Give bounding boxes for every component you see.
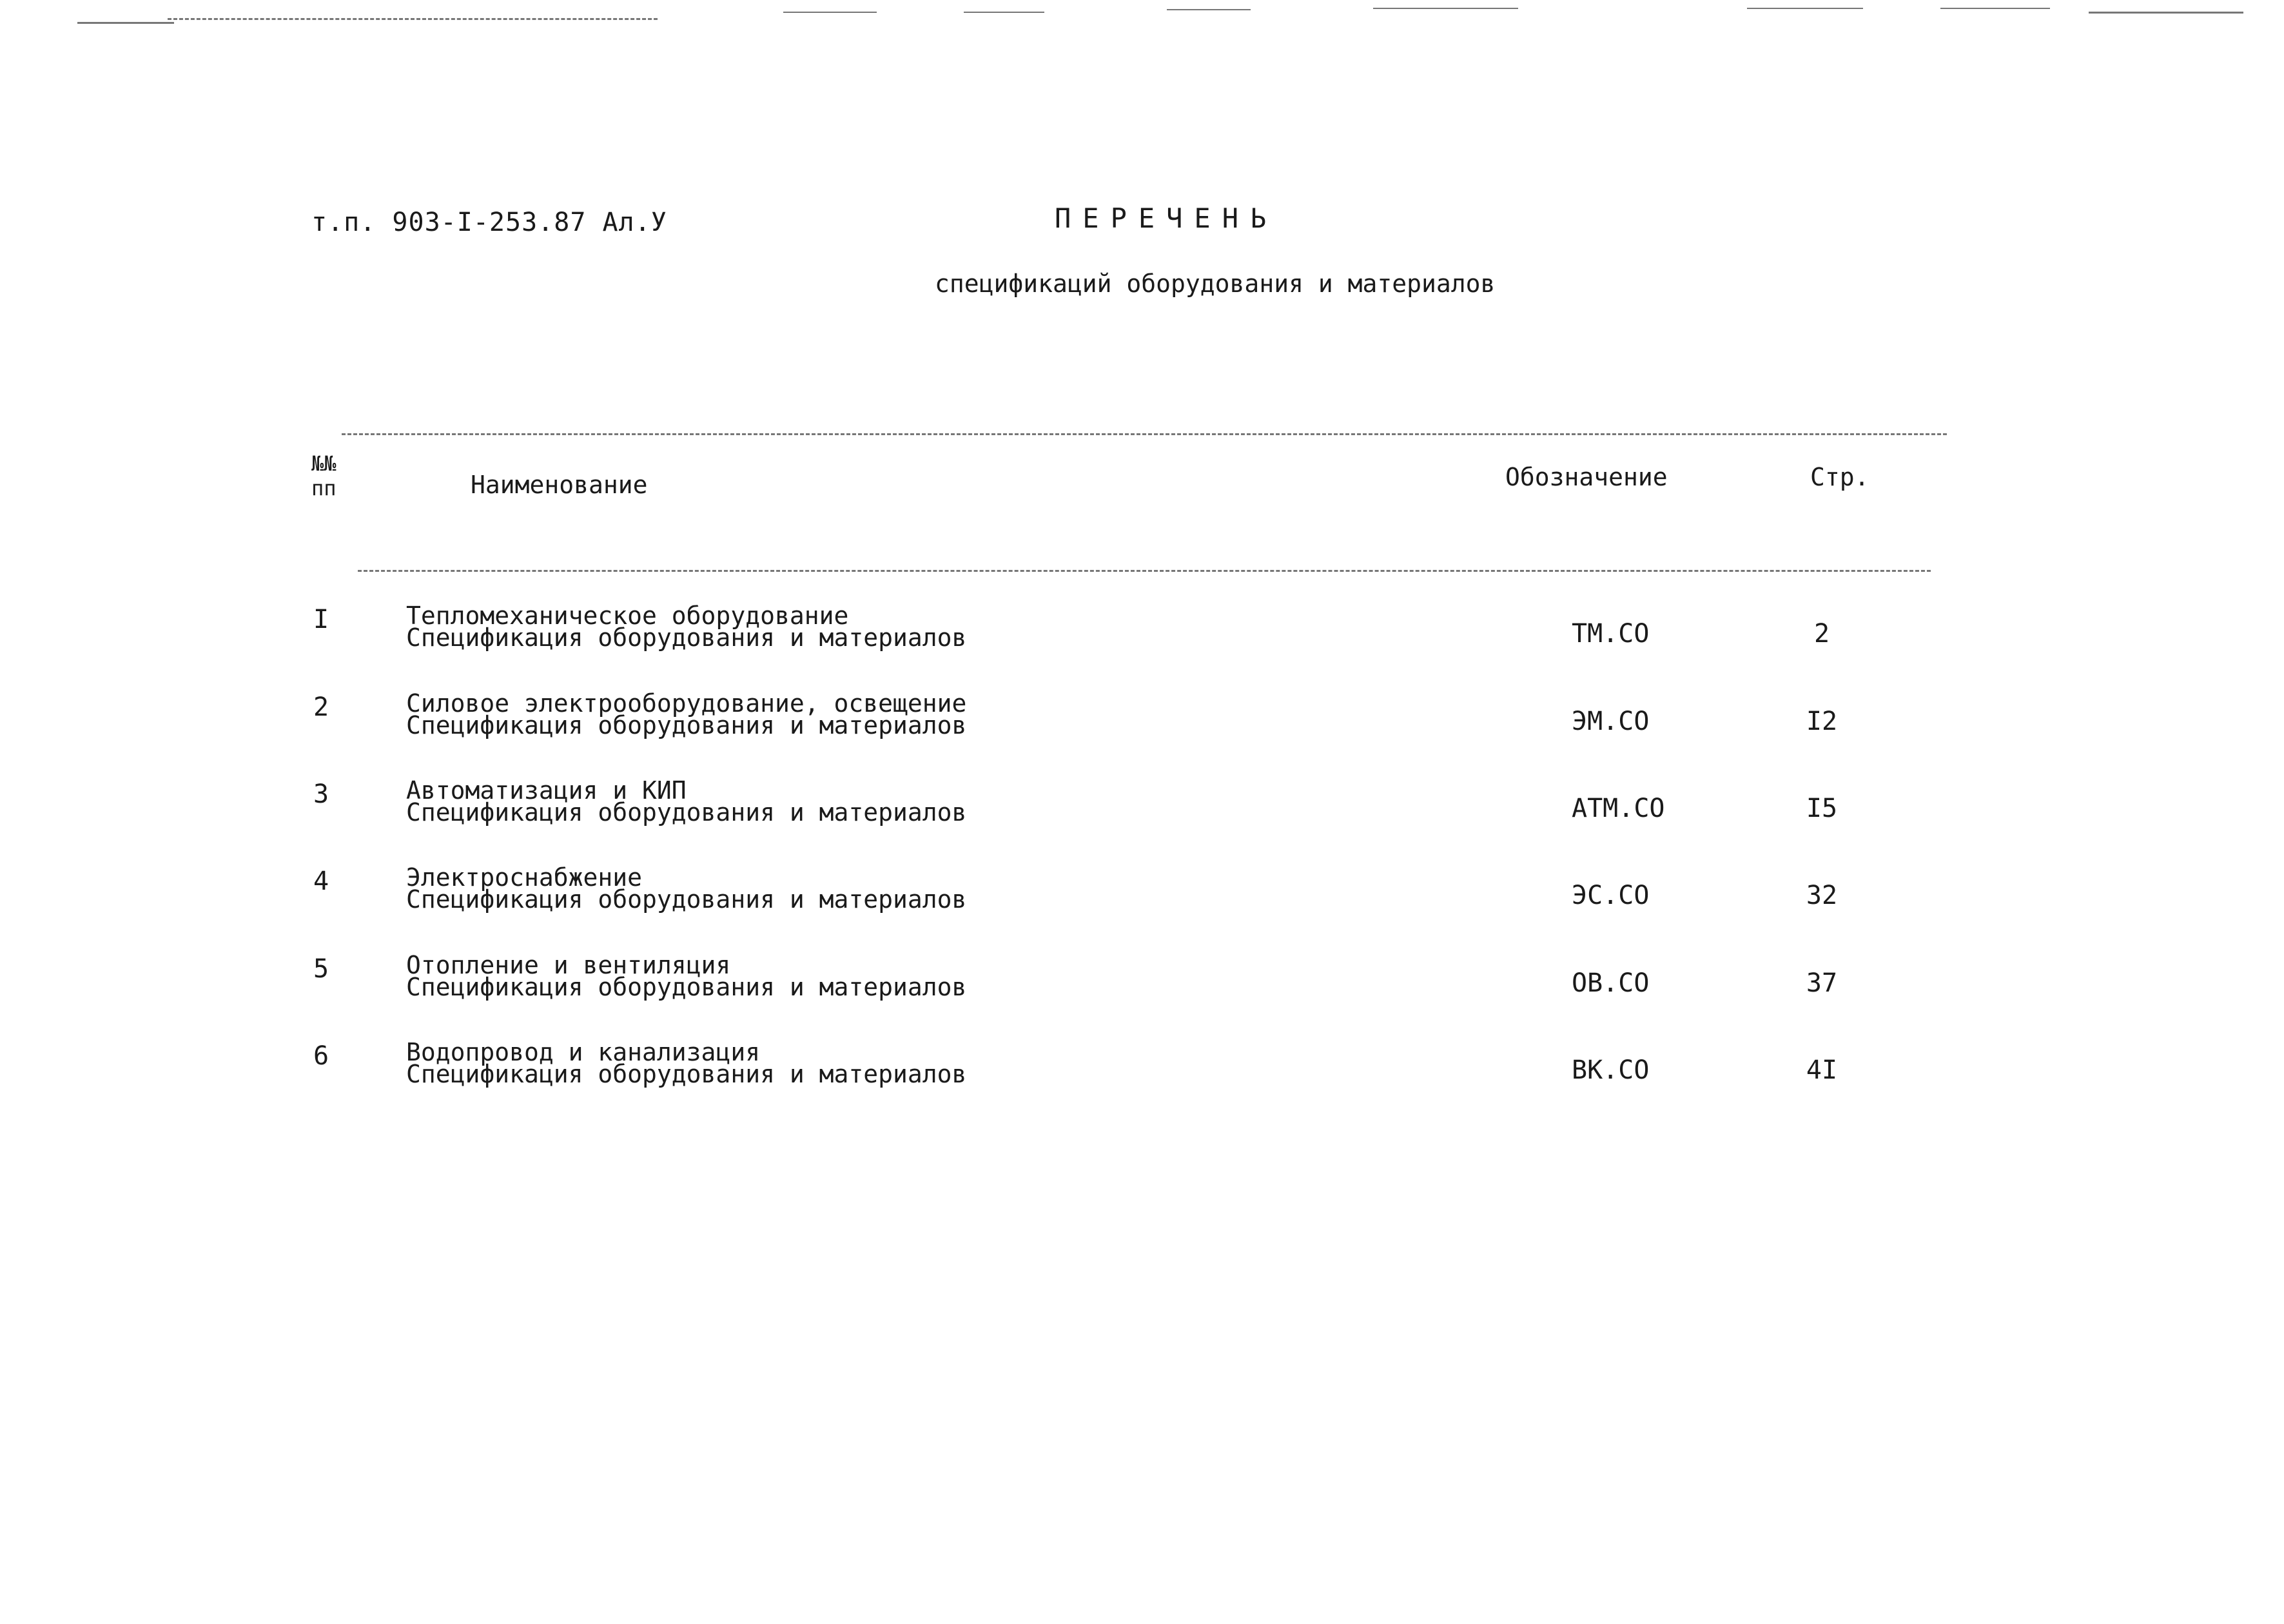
row-number: I xyxy=(313,605,329,634)
row-name-line2: Спецификация оборудования и материалов xyxy=(406,798,967,827)
table-row xyxy=(0,776,2284,844)
scan-edge-line xyxy=(168,18,658,20)
row-name-line2: Спецификация оборудования и материалов xyxy=(406,623,967,652)
scan-edge-line xyxy=(783,12,877,13)
row-name-line1: Силовое электрооборудование, освещение xyxy=(406,689,967,718)
table-top-rule xyxy=(342,433,1947,435)
row-page: 32 xyxy=(1806,881,1838,910)
scan-edge-line xyxy=(1747,8,1863,9)
row-page: 2 xyxy=(1813,619,1830,649)
document-code: т.п. 903-I-253.87 Ал.У xyxy=(311,208,667,237)
table-header-rule xyxy=(358,570,1931,572)
row-code: ЭМ.СО xyxy=(1572,707,1650,736)
table-row xyxy=(0,602,2284,669)
row-name xyxy=(406,863,967,914)
row-name xyxy=(406,602,967,652)
row-page: I2 xyxy=(1806,707,1838,736)
table-row xyxy=(0,951,2284,1019)
column-header-name: Наименование xyxy=(471,471,648,499)
row-code: АТМ.СО xyxy=(1572,794,1665,823)
row-name xyxy=(406,776,967,827)
scan-edge-line xyxy=(77,22,174,24)
row-number: 6 xyxy=(313,1041,329,1071)
scan-edge-line xyxy=(1373,8,1518,9)
document-subtitle: спецификаций оборудования и материалов xyxy=(935,269,1496,298)
row-number: 5 xyxy=(313,954,329,984)
row-name xyxy=(406,689,967,739)
table-row xyxy=(0,863,2284,931)
column-header-code: Обозначение xyxy=(1505,463,1668,491)
row-name-line2: Спецификация оборудования и материалов xyxy=(406,711,967,739)
row-name xyxy=(406,951,967,1001)
row-number: 3 xyxy=(313,779,329,809)
table-row xyxy=(0,1038,2284,1106)
document-title: ПЕРЕЧЕНЬ xyxy=(1055,202,1278,234)
row-code: ТМ.СО xyxy=(1572,619,1650,649)
row-name-line1: Тепломеханическое оборудование xyxy=(406,602,849,630)
scan-edge-line xyxy=(1167,9,1251,10)
row-name xyxy=(406,1038,967,1088)
row-page: 37 xyxy=(1806,968,1838,998)
row-number: 4 xyxy=(313,866,329,896)
row-name-line2: Спецификация оборудования и материалов xyxy=(406,1060,967,1088)
scan-edge-line xyxy=(1940,8,2050,9)
row-name-line1: Отопление и вентиляция xyxy=(406,951,731,979)
row-name-line2: Спецификация оборудования и материалов xyxy=(406,885,967,914)
row-code: ВК.СО xyxy=(1572,1055,1650,1085)
row-code: ЭС.СО xyxy=(1572,881,1650,910)
column-header-number-line2: пп xyxy=(311,476,337,500)
row-name-line2: Спецификация оборудования и материалов xyxy=(406,973,967,1001)
row-name-line1: Автоматизация и КИП xyxy=(406,776,687,805)
scan-edge-line xyxy=(964,12,1044,13)
row-name-line1: Электроснабжение xyxy=(406,863,643,892)
row-name-line1: Водопровод и канализация xyxy=(406,1038,761,1066)
column-header-number-line1: №№ xyxy=(311,451,337,476)
scan-edge-line xyxy=(2089,12,2243,14)
column-header-number xyxy=(311,451,337,500)
row-code: ОВ.СО xyxy=(1572,968,1650,998)
row-page: 4I xyxy=(1806,1055,1838,1085)
column-header-page: Стр. xyxy=(1810,463,1869,491)
row-number: 2 xyxy=(313,692,329,722)
table-row xyxy=(0,689,2284,757)
row-page: I5 xyxy=(1806,794,1838,823)
